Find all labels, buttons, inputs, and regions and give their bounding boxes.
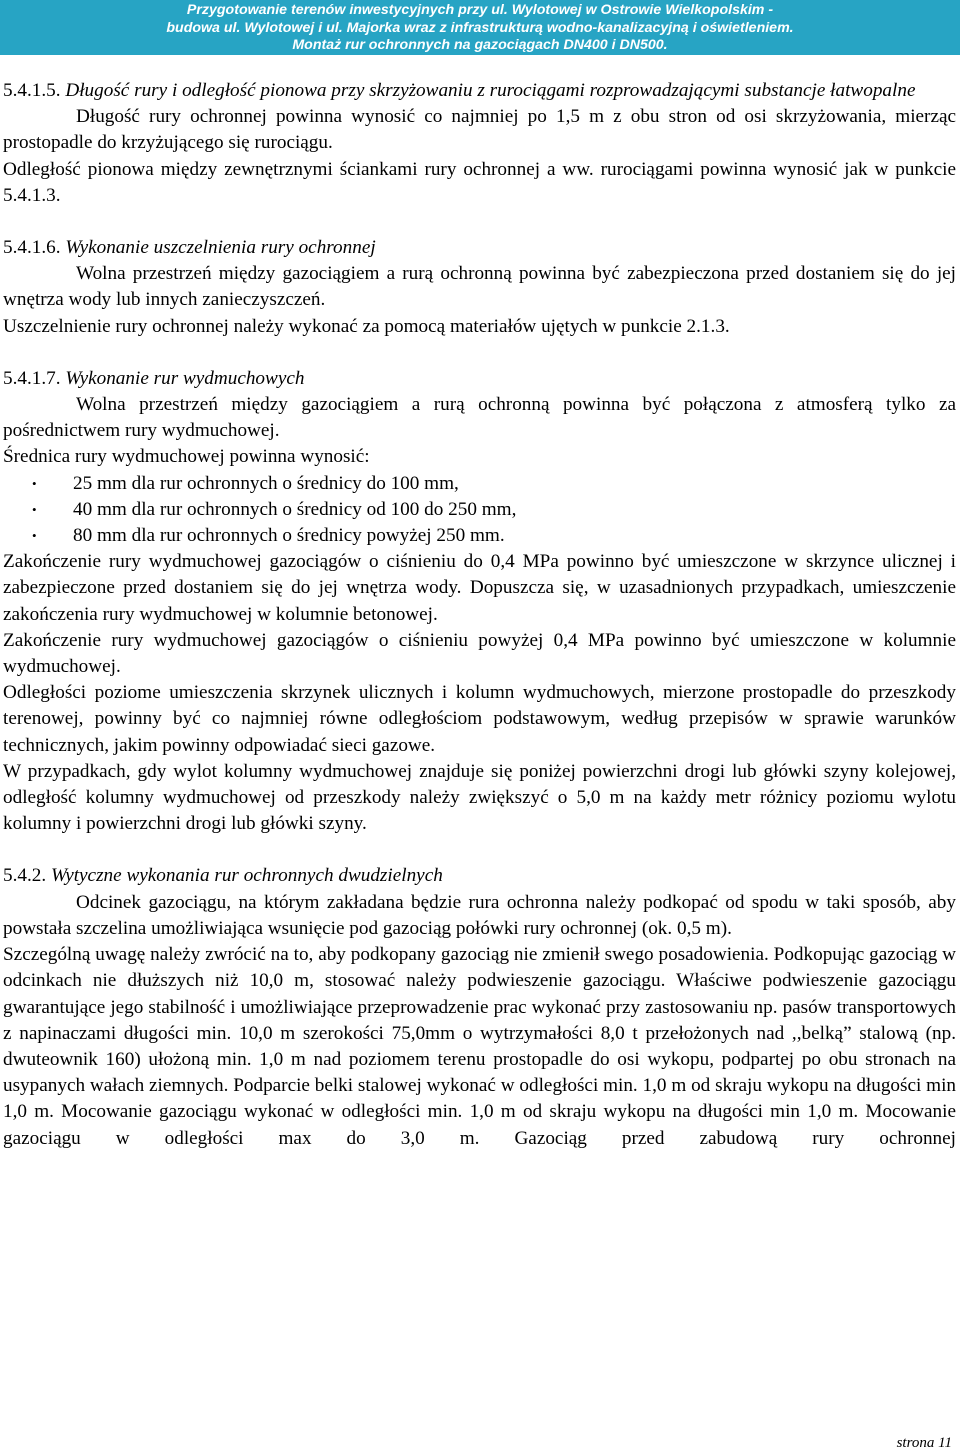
diameter-list bbox=[3, 471, 956, 550]
paragraph: Zakończenie rury wydmuchowej gazociągów o ciśnieniu powyżej 0,4 MPa powinno być umieszczone w kolumnie wydmuchowej. bbox=[3, 629, 956, 678]
section-number: 5.4.1.6. bbox=[3, 237, 61, 259]
section-title: Wykonanie uszczelnienia rury ochronnej bbox=[65, 237, 376, 259]
list-item: • 25 mm dla rur ochronnych o średnicy do 100 mm, bbox=[3, 471, 956, 497]
paragraph: W przypadkach, gdy wylot kolumny wydmuchowej znajduje się poniżej powierzchni drogi lub główki szyny kolejowej, odległość kolumny wydmuchowej od przeszkody należy zwiększyć o 5,0 m na każdy metr różnicy poziomu wylotu kolumny i powierzchni drogi lub główki szyny. bbox=[3, 760, 956, 835]
section-5-4-1-5-heading bbox=[3, 78, 956, 104]
section-title: Wytyczne wykonania rur ochronnych dwudzielnych bbox=[50, 865, 443, 887]
paragraph: Odległości poziome umieszczenia skrzynek ulicznych i kolumn wydmuchowych, mierzone prostopadle do przeszkody terenowej, powinny być co najmniej równe odległościom podstawowym, według przepisów w sprawie warunków technicznych, jakim powinny odpowiadać sieci gazowe. bbox=[3, 682, 956, 756]
paragraph: Wolna przestrzeń między gazociągiem a rurą ochronną powinna być zabezpieczona przed dostaniem się do jej wnętrza wody lub innych zanieczyszczeń. bbox=[3, 263, 956, 311]
paragraph: Średnica rury wydmuchowej powinna wynosić: bbox=[3, 446, 370, 468]
section-number: 5.4.1.7. bbox=[3, 367, 61, 389]
section-title: Długość rury i odległość pionowa przy skrzyżowaniu z rurociągami rozprowadzającymi substancje łatwopalne bbox=[65, 80, 916, 101]
bullet-icon: • bbox=[32, 501, 37, 517]
section-number: 5.4.1.5. bbox=[3, 80, 61, 101]
header-line-3: Montaż rur ochronnych na gazociągach DN400 i DN500. bbox=[292, 37, 668, 53]
paragraph: Długość rury ochronnej powinna wynosić co najmniej po 1,5 m z obu stron od osi skrzyżowania, mierząc prostopadle do krzyżującego się rurociągu. bbox=[3, 106, 956, 154]
section-5-4-1-7-heading bbox=[3, 366, 956, 392]
section-5-4-2-heading bbox=[3, 863, 956, 889]
list-item: • 40 mm dla rur ochronnych o średnicy od 100 do 250 mm, bbox=[3, 497, 956, 523]
paragraph: Uszczelnienie rury ochronnej należy wykonać za pomocą materiałów ujętych w punkcie 2.1.3. bbox=[3, 315, 730, 337]
section-5-4-1-6-heading bbox=[3, 235, 956, 261]
paragraph: Wolna przestrzeń między gazociągiem a rurą ochronną powinna być połączona z atmosferą tylko za pośrednictwem rury wydmuchowej. bbox=[3, 394, 956, 442]
section-number: 5.4.2. bbox=[3, 865, 47, 887]
paragraph: Odcinek gazociągu, na którym zakładana będzie rura ochronna należy podkopać od spodu w taki sposób, aby powstała szczelina umożliwiająca wsunięcie pod gazociąg połówki rury ochronnej (ok. 0,5 m). bbox=[3, 891, 956, 939]
document-header bbox=[0, 0, 960, 55]
paragraph: Odległość pionowa między zewnętrznymi ściankami rury ochronnej a ww. rurociągami powinna wynosić jak w punkcie 5.4.1.3. bbox=[3, 158, 956, 206]
page-number: strona 11 bbox=[896, 1435, 952, 1451]
header-line-2: budowa ul. Wylotowej i ul. Majorka wraz z infrastrukturą wodno-kanalizacyjną i oświetleniem. bbox=[166, 19, 794, 36]
list-item: • 80 mm dla rur ochronnych o średnicy powyżej 250 mm. bbox=[3, 523, 956, 549]
paragraph: Szczególną uwagę należy zwrócić na to, aby podkopany gazociąg nie zmienił swego posadowienia. Podkopując gazociąg w odcinkach nie dłuższych niż 10,0 m, stosować należy podwieszenie gazociągu. Właściwe podwieszenie gazociągu gwarantujące jego stabilność i umożliwiające przeprowadzenie prac wykonać przy zastosowaniu np. pasów transportowych z napinaczami długości min. 10,0 m szerokości 75,0mm o wytrzymałości 8,0 t przełożonych nad ,,belką” stalową (np. dwuteownik 160) ułożoną min. 1,0 m nad poziomem terenu prostopadle do osi wykopu, podpartej po obu stronach na usypanych wałach ziemnych. Podparcie belki stalowej wykonać w odległości min. 1,0 m od skraju wykopu na długości min 1,0 m. Mocowanie gazociągu wykonać w odległości min. 1,0 m od skraju wykopu na długości min 1,0 m. Mocowanie gazociągu w odległości max do 3,0 m. Gazociąg przed zabudową rury ochronnej bbox=[3, 944, 956, 1149]
paragraph: Zakończenie rury wydmuchowej gazociągów o ciśnieniu do 0,4 MPa powinno być umieszczone w skrzynce ulicznej i zabezpieczone przed dostaniem się do jej wnętrza wody. Dopuszcza się, w uzasadnionych przypadkach, umieszczenie zakończenia rury wydmuchowej w kolumnie betonowej. bbox=[3, 551, 956, 625]
bullet-icon: • bbox=[32, 528, 37, 544]
header-line-1: Przygotowanie terenów inwestycyjnych przy ul. Wylotowej w Ostrowie Wielkopolskim - bbox=[186, 2, 774, 18]
bullet-icon: • bbox=[32, 475, 37, 491]
document-body bbox=[3, 78, 956, 1152]
section-title: Wykonanie rur wydmuchowych bbox=[65, 367, 305, 389]
